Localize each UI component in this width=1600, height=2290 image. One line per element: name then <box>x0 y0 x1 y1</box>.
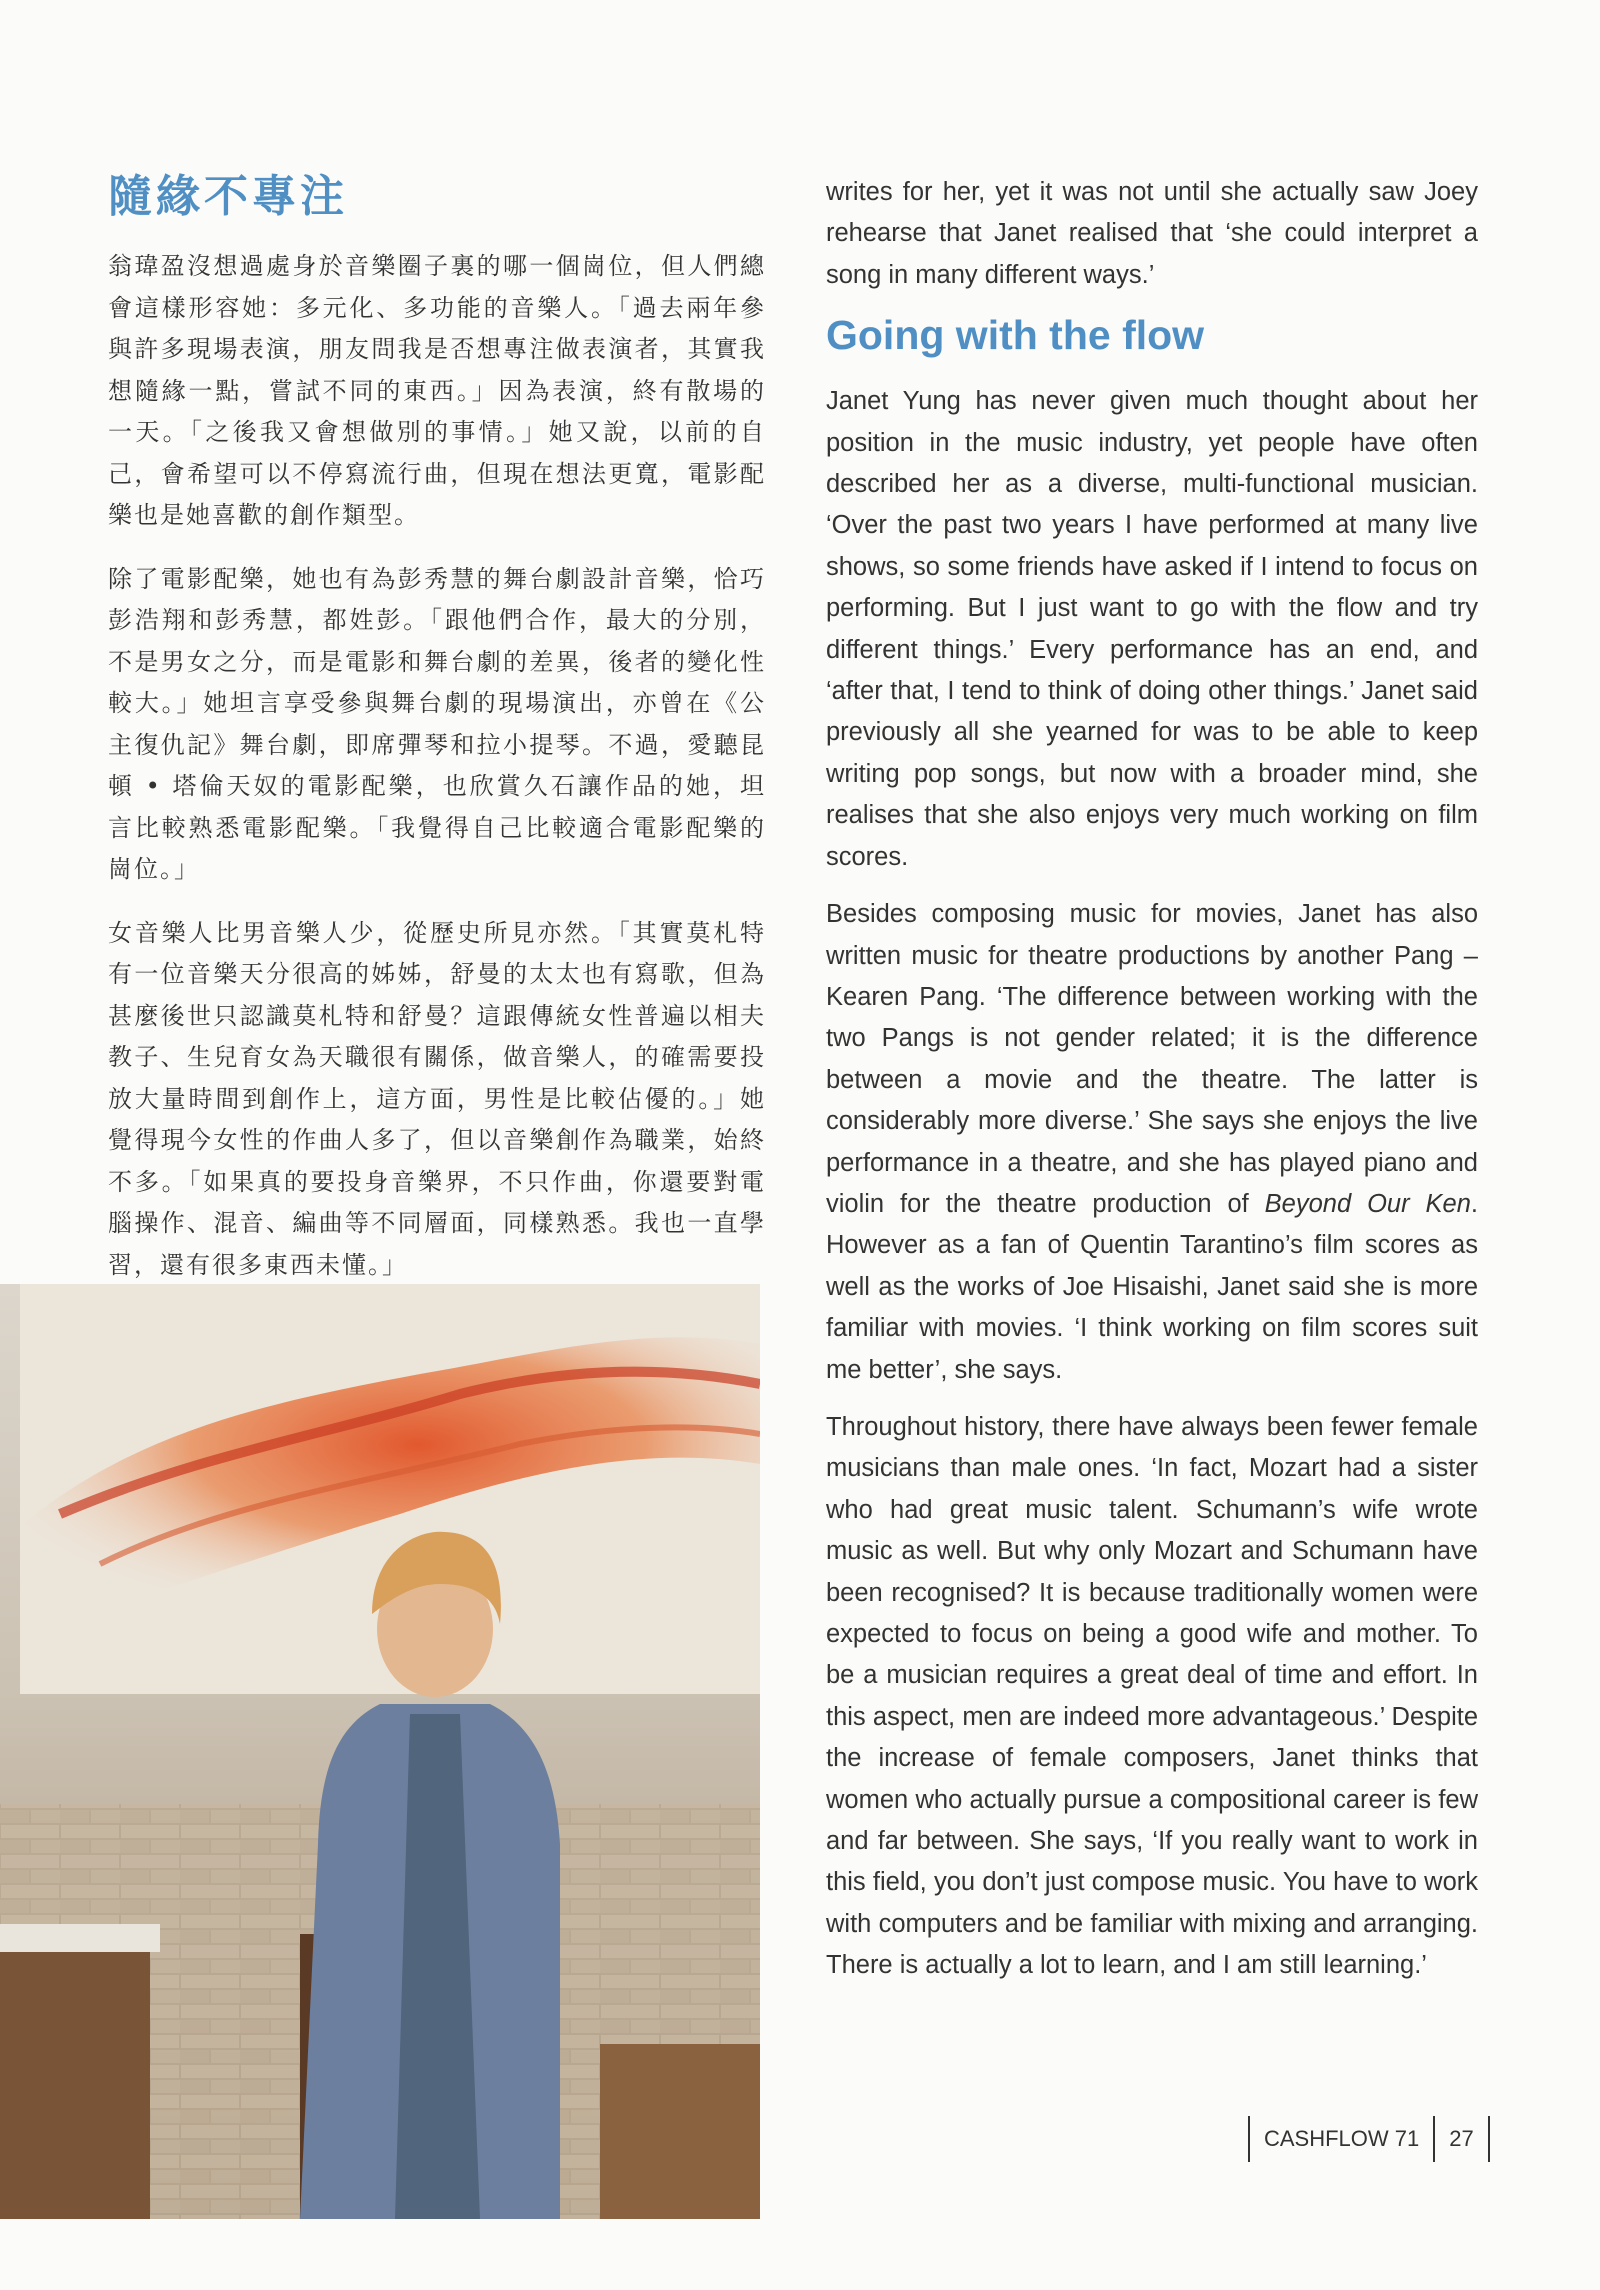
english-paragraph-2 <box>826 894 1478 1391</box>
chinese-paragraph-3: 女音樂人比男音樂人少，從歷史所見亦然。「其實莫札特有一位音樂天分很高的姊姊，舒曼的太太也有寫歌，但為甚麼後世只認識莫札特和舒曼？這跟傳統女性普遍以相夫教子、生兒育女為天職很有關係，做音樂人，的確需要投放大量時間到創作上，這方面，男性是比較佔優的。」她覺得現今女性的作曲人多了，但以音樂創作為職業，始終不多。「如果真的要投身音樂界，不只作曲，你還要對電腦操作、混音、編曲等不同層面，同樣熟悉。我也一直學習，還有很多東西未懂。」 <box>108 918 766 1279</box>
english-article-column <box>826 172 1478 2003</box>
theatre-production-title: Beyond Our Ken <box>1264 1189 1471 1218</box>
english-paragraph-2-text-a: Besides composing music for movies, Janet has also written music for theatre productions by another Pang – Kearen Pang. ‘The difference between working with the two Pangs is not gender related; it is the difference between a movie and the theatre. The latter is considerably more diverse.’ She says she enjoys the live performance in a theatre, and she has played piano and violin for the theatre production of <box>826 900 1478 1218</box>
english-paragraph-3: Throughout history, there have always been fewer female musicians than male ones. ‘In fact, Mozart had a sister who had great music talent. Schumann’s wife wrote music as well. But why only Mozart and Schumann have been recognised? It is because traditionally women were expected to focus on being a good wife and mother. To be a musician requires a great deal of time and effort. In this aspect, men are indeed more advantageous.’ Despite the increase of female composers, Janet thinks that women who actually pursue a compositional career is few and far between. She says, ‘If you really want to work in this field, you don’t just compose music. You have to work with computers and be familiar with mixing and arranging. There is actually a lot to learn, and I am still learning.’ <box>826 1412 1478 1980</box>
chinese-paragraph-1: 翁瑋盈沒想過處身於音樂圈子裏的哪一個崗位，但人們總會這樣形容她：多元化、多功能的音樂人。「過去兩年參與許多現場表演，朋友問我是否想專注做表演者，其實我想隨緣一點，嘗試不同的東西。」因為表演，終有散場的一天。「之後我又會想做別的事情。」她又說，以前的自己，會希望可以不停寫流行曲，但現在想法更寬，電影配樂也是她喜歡的創作類型。 <box>108 252 766 529</box>
portrait-photo <box>0 1284 760 2219</box>
chinese-article-column <box>108 160 766 1308</box>
english-section-heading: Going with the flow <box>826 312 1205 359</box>
english-paragraph-1: Janet Yung has never given much thought about her position in the music industry, yet people have often described her as a diverse, multi-functional musician. ‘Over the past two years I have performed at many live shows, so some friends have asked if I intend to focus on performing. But I just want to go with the flow and try different things.’ Every performance has an end, and ‘after that, I tend to think of doing other things.’ Janet said previously all she yearned for was to be able to keep writing pop songs, but now with a broader mind, she realises that she also enjoys very much working on film scores. <box>826 387 1478 871</box>
chinese-section-heading: 隨緣不專注 <box>108 171 348 222</box>
english-paragraph-2-text-b: . However as a fan of Quentin Tarantino’s film scores as well as the works of Joe Hisaishi, Janet said she is more familiar with movies. ‘I think working on film scores suit me better’, she says. <box>826 1189 1478 1384</box>
english-intro-paragraph: writes for her, yet it was not until she actually saw Joey rehearse that Janet realised that ‘she could interpret a song in many different ways.’ <box>826 178 1478 289</box>
chinese-paragraph-2: 除了電影配樂，她也有為彭秀慧的舞台劇設計音樂，恰巧彭浩翔和彭秀慧，都姓彭。「跟他們合作，最大的分別，不是男女之分，而是電影和舞台劇的差異，後者的變化性較大。」她坦言享受參與舞台劇的現場演出，亦曾在《公主復仇記》舞台劇，即席彈琴和拉小提琴。不過，愛聽昆頓 • 塔倫天奴的電影配樂，也欣賞久石讓作品的她，坦言比較熟悉電影配樂。「我覺得自己比較適合電影配樂的崗位。」 <box>108 564 766 883</box>
magazine-issue-label: CASHFLOW 71 <box>1264 2126 1420 2151</box>
page-number: 27 <box>1449 2126 1474 2151</box>
footer-divider <box>1488 2116 1490 2162</box>
page-footer <box>1248 2116 1490 2162</box>
